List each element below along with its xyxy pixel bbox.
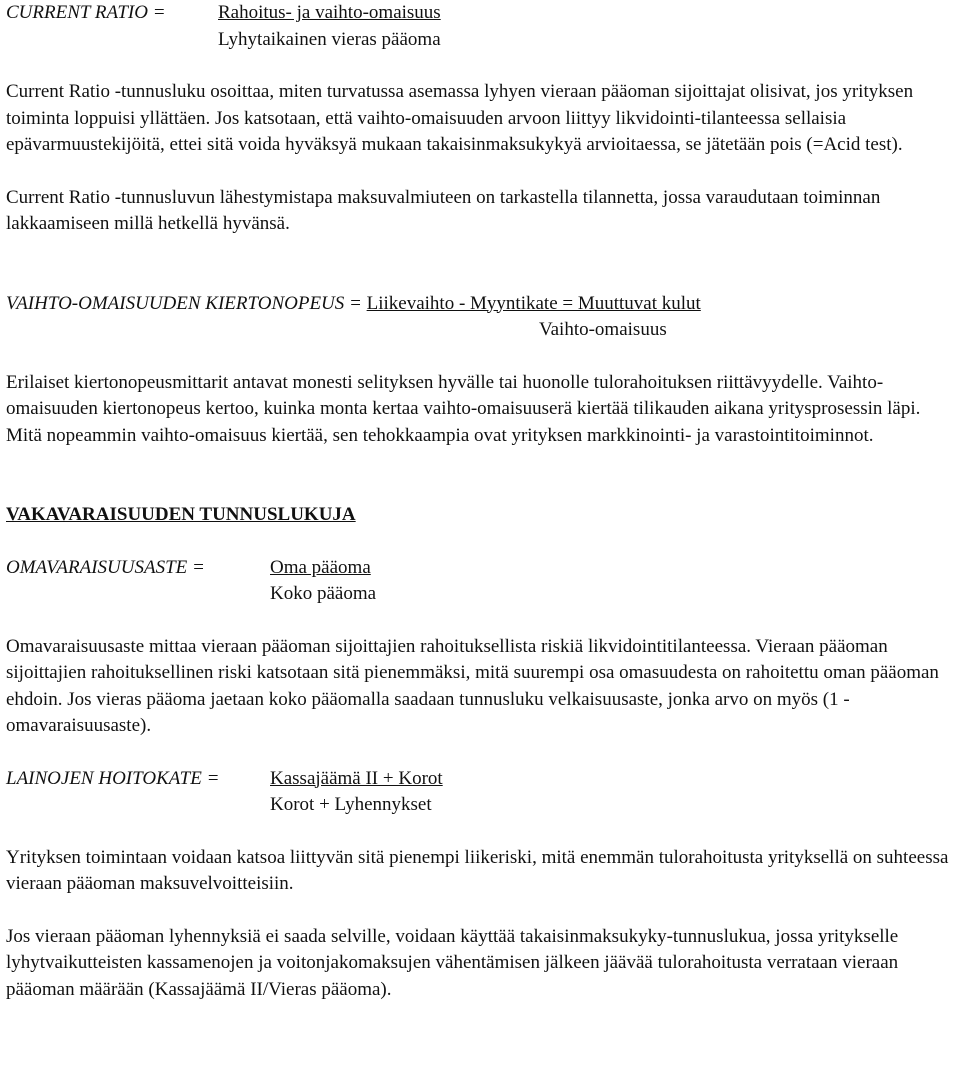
debt-coverage-paragraph-2: Jos vieraan pääoman lyhennyksiä ei saada selville, voidaan käyttää takaisinmaksukyky-tunnuslukua, jossa yritykselle lyhytvaikutteisten kassamenojen ja voitonjakomaksujen vähentämisen jälkeen jäävää tulorahoitusta verrataan vieraan pääoman määrään (Kassajäämä II/Vieras pääoma). bbox=[6, 925, 899, 1000]
equity-ratio-numerator: Oma pääoma bbox=[270, 556, 371, 578]
current-ratio-formula bbox=[6, 0, 956, 53]
current-ratio-numerator: Rahoitus- ja vaihto-omaisuus bbox=[218, 2, 441, 23]
current-ratio-paragraph-2: Current Ratio -tunnusluvun lähestymistapa maksuvalmiuteen on tarkastella tilannetta, jossa varaudutaan toiminnan lakkaamiseen millä hetkellä hyvänsä. bbox=[6, 186, 881, 234]
inventory-turnover-paragraph: Erilaiset kiertonopeusmittarit antavat monesti selityksen hyvälle tai huonolle tulorahoituksen riittävyydelle. Vaihto-omaisuuden kiertonopeus kertoo, kuinka monta kertaa vaihto-omaisuuserä kiertää tilikauden aikana yritysprosessin läpi. Mitä nopeammin vaihto-omaisuus kiertää, sen tehokkaampia ovat yrityksen markkinointi- ja varastointitoiminnot. bbox=[6, 371, 921, 446]
inventory-turnover-numerator: Liikevaihto - Myyntikate = Muuttuvat kulut bbox=[366, 292, 701, 314]
debt-coverage-numerator: Kassajäämä II + Korot bbox=[270, 767, 443, 789]
current-ratio-label: CURRENT RATIO = bbox=[6, 2, 166, 23]
debt-coverage-formula bbox=[6, 766, 956, 819]
equity-ratio-denominator: Koko pääoma bbox=[270, 583, 377, 604]
equity-ratio-paragraph: Omavaraisuusaste mittaa vieraan pääoman sijoittajien rahoituksellista riskiä likvidointitilanteessa. Vieraan pääoman sijoittajien rahoituksellinen riski katsotaan sitä pienemmäksi, mitä suurempi osa omasuudesta on rahoitettu oman pääoman ehdoin. Jos vieras pääoma jaetaan koko pääomalla saadaan tunnusluku velkaisuusaste, jonka arvo on myös (1 - omavaraisuusaste). bbox=[6, 635, 939, 736]
equity-ratio-label: OMAVARAISUUSASTE = bbox=[6, 556, 205, 578]
equity-ratio-formula bbox=[6, 555, 956, 608]
debt-coverage-label: LAINOJEN HOITOKATE = bbox=[6, 767, 220, 789]
solvency-heading: VAKAVARAISUUDEN TUNNUSLUKUJA bbox=[6, 504, 356, 525]
inventory-turnover-formula bbox=[6, 291, 956, 344]
document-page bbox=[6, 0, 956, 1003]
inventory-turnover-label: VAIHTO-OMAISUUDEN KIERTONOPEUS = bbox=[6, 292, 362, 314]
inventory-turnover-denominator: Vaihto-omaisuus bbox=[539, 319, 667, 340]
debt-coverage-paragraph-1: Yrityksen toimintaan voidaan katsoa liittyvän sitä pienempi liikeriski, mitä enemmän tulorahoitusta yrityksellä on suhteessa vieraan pääoman maksuvelvoitteisiin. bbox=[6, 846, 949, 894]
current-ratio-paragraph-1: Current Ratio -tunnusluku osoittaa, miten turvatussa asemassa lyhyen vieraan pääoman sijoittajat olisivat, jos yrityksen toiminta loppuisi yllättäen. Jos katsotaan, että vaihto-omaisuuden arvoon liittyy likvidointi-tilanteessa sellaisia epävarmuustekijöitä, ettei sitä voida hyväksyä mukaan takaisinmaksukykyä arvioitaessa, se jätetään pois (=Acid test). bbox=[6, 81, 914, 155]
current-ratio-denominator: Lyhytaikainen vieras pääoma bbox=[218, 28, 441, 50]
debt-coverage-denominator: Korot + Lyhennykset bbox=[270, 794, 432, 815]
